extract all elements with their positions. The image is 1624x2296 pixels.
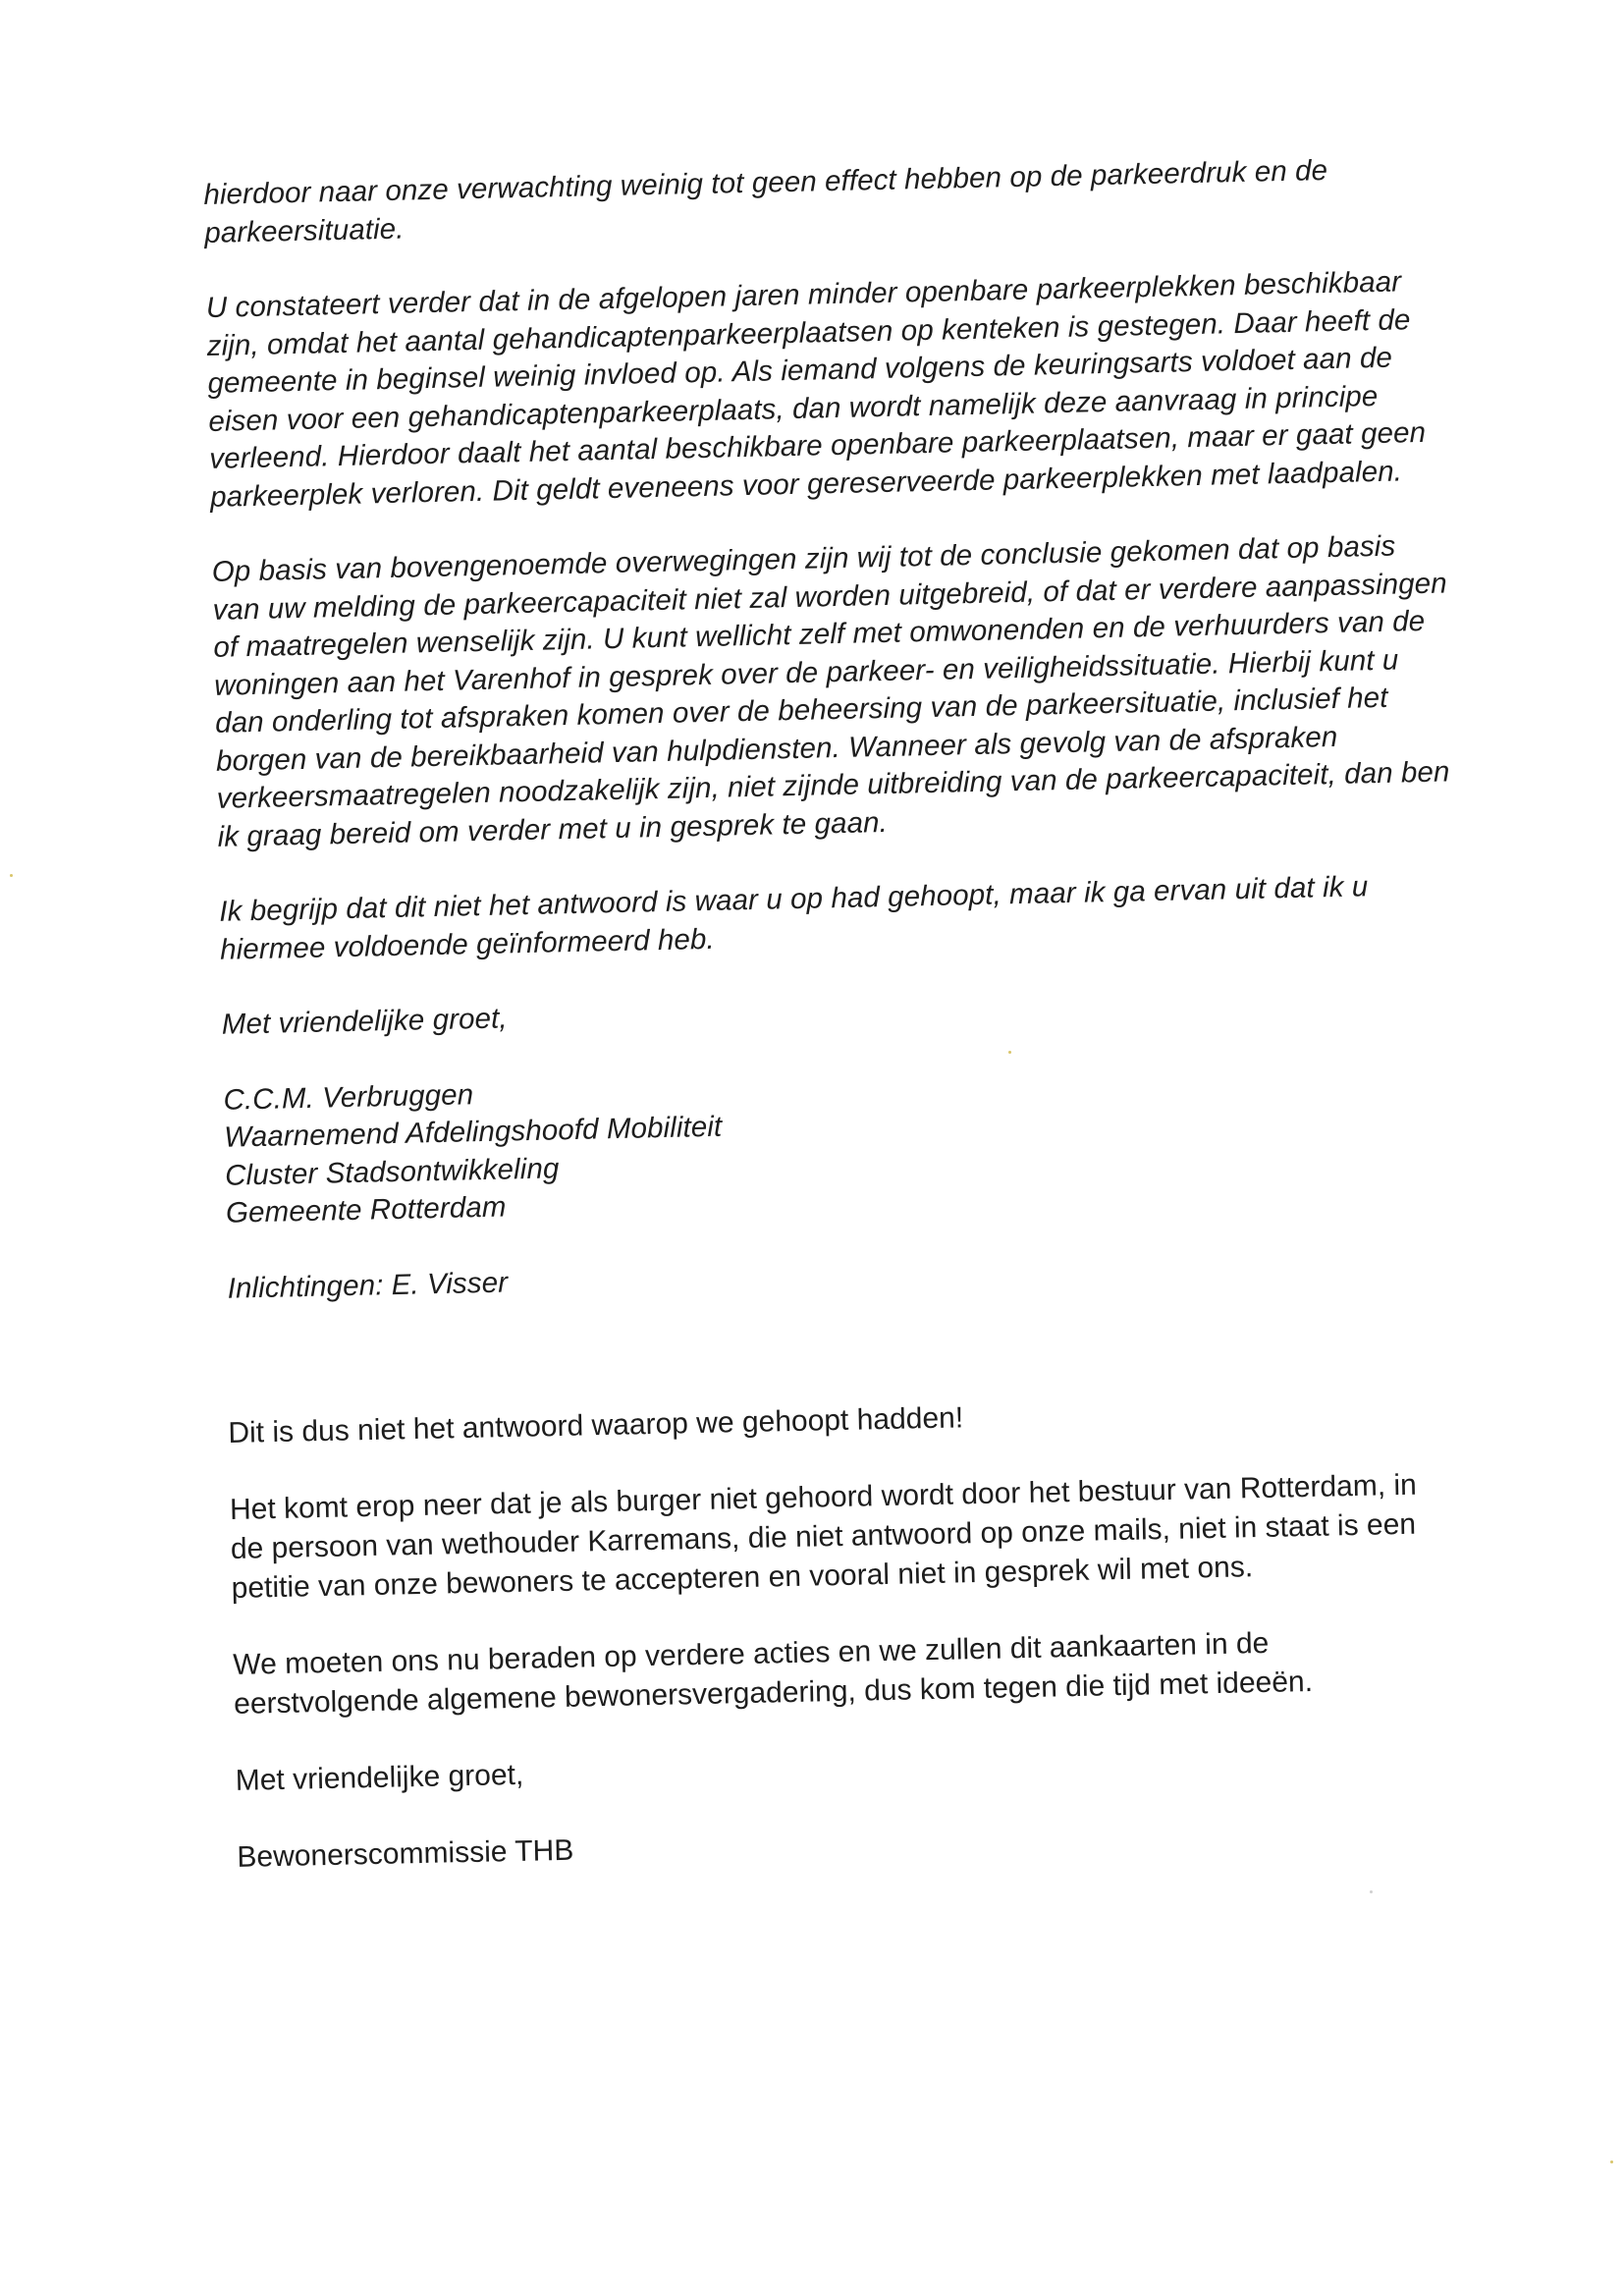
signature-name: C.C.M. Verbruggen <box>223 1077 474 1117</box>
letter-paragraph-1: hierdoor naar onze verwachting weinig tot geen effect hebben op de parkeerdruk en de parkeersituatie. <box>203 154 1328 249</box>
scan-speck <box>1610 2160 1613 2163</box>
letter-paragraph-2: U constateert verder dat in de afgelopen jaren minder openbare parkeerplekken beschikbaar zijn, omdat het aantal gehandicaptenparkeerplaatsen op kenteken is gestegen. Daar heeft de gemeente in beginsel weinig invloed op. Als iemand volgens de keuringsarts voldoet aan de eisen voor een gehandicaptenparkeerplaats, dan wordt namelijk deze aanvraag in principe verleend. Hierdoor daalt het aantal beschikbare openbare parkeerplaatsen, maar er gaat geen parkeerplek verloren. Dit geldt eveneens voor gereserveerde parkeerplekken met laadpalen. <box>205 265 1427 514</box>
letter-contact: Inlichtingen: E. Visser <box>227 1266 509 1305</box>
letter-paragraph-4: Ik begrijp dat dit niet het antwoord is waar u op had gehoopt, maar ik ga ervan uit dat ik u hiermee voldoende geïnformeerd heb. <box>218 870 1369 966</box>
scan-speck <box>1008 1051 1011 1054</box>
reply-paragraph-3: We moeten ons nu beraden op verdere acties en we zullen dit aankaarten in de eerstvolgende algemene bewonersvergadering, dus kom tegen die tijd met ideeën. <box>233 1626 1314 1721</box>
scan-speck <box>10 874 13 877</box>
signature-role: Waarnemend Afdelingshoofd Mobiliteit <box>223 1110 723 1154</box>
quoted-municipal-letter <box>203 150 1466 1345</box>
residents-committee-reply <box>228 1389 1455 1915</box>
reply-paragraph-1: Dit is dus niet het antwoord waarop we gehoopt hadden! <box>228 1401 964 1449</box>
letter-closing: Met vriendelijke groet, <box>221 1002 509 1041</box>
letter-signature <box>223 1055 1463 1232</box>
reply-sender: Bewonerscommissie THB <box>237 1833 574 1874</box>
scan-speck <box>1370 1890 1373 1893</box>
signature-organization: Gemeente Rotterdam <box>225 1190 507 1230</box>
signature-cluster: Cluster Stadsontwikkeling <box>224 1151 560 1192</box>
reply-paragraph-2: Het komt erop neer dat je als burger niet gehoord wordt door het bestuur van Rotterdam, in de persoon van wethouder Karremans, die niet antwoord op onze mails, niet in staat is een petitie van onze bewoners te accepteren en vooral niet in gesprek wil met ons. <box>229 1468 1418 1605</box>
reply-closing: Met vriendelijke groet, <box>235 1758 524 1797</box>
letter-paragraph-3: Op basis van bovengenoemde overwegingen zijn wij tot de conclusie gekomen dat op basis van uw melding de parkeercapaciteit niet zal worden uitgebreid, of dat er verdere aanpassingen of maatregelen wenselijk zijn. U kunt wellicht zelf met omwonenden en de verhuurders van de woningen aan het Varenhof in gesprek over de parkeer- en veiligheidssituatie. Hierbij kunt u dan onderling tot afspraken komen over de beheersing van de parkeersituatie, inclusief het borgen van de bereikbaarheid van hulpdiensten. Wanneer als gevolg van de afspraken verkeersmaatregelen noodzakelijk zijn, niet zijnde uitbreiding van de parkeercapaciteit, dan ben ik graag bereid om verder met u in gesprek te gaan. <box>211 529 1450 853</box>
